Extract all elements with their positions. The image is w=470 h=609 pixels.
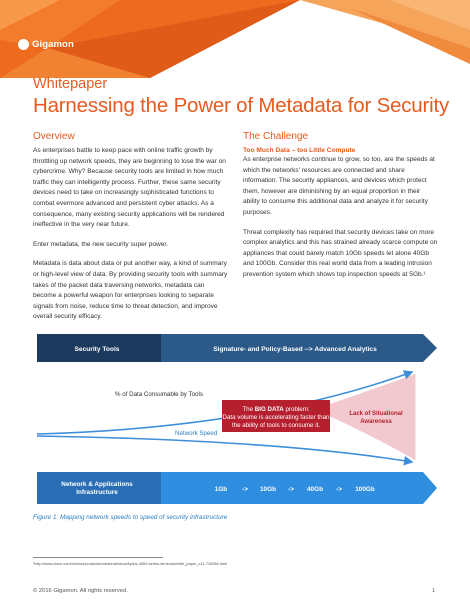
challenge-heading: The Challenge (243, 131, 309, 142)
page-title: Harnessing the Power of Metadata for Security (33, 94, 450, 117)
pct-consumable-label: % of Data Consumable by Tools (115, 391, 203, 398)
speed-arrow: -> (288, 486, 294, 493)
speed-40gb: 40Gb (307, 486, 323, 493)
speed-10gb: 10Gb (260, 486, 276, 493)
network-speed-label: Network Speed (175, 430, 218, 437)
gap-label-line2: Awareness (360, 419, 392, 425)
speed-1gb: 1Gb (214, 486, 228, 493)
overview-paragraph: As enterprises battle to keep pace with online traffic growth by throttling up network speeds, they are beginning to lose the war on cybercrime. Why? Because security tools are limited in how much traffic they can intelligently process. Further, these same security devices need to take on increasingly sophisticated functions to combat evermore advanced and persistent cyber attacks. As a consequence, many existing security applications will be rendered ineffective in the very near future. (33, 147, 226, 229)
figure-caption: Figure 1: Mapping network speeds to speed of security infrastructure (33, 514, 228, 521)
overview-paragraph: Metadata is data about data or put another way, a kind of summary or high-level view of data. By providing security tools with summary takes of the packet data traversing networks, metadata can become a powerful weapon for enterprises looking to separate signals from noise, reduce time to threat detection, and improve overall security efficacy. (33, 260, 228, 321)
top-bar-right-label: Signature- and Policy-Based --> Advanced Analytics (213, 346, 377, 353)
speed-100gb: 100Gb (355, 486, 375, 493)
network-speed-curve (37, 436, 412, 462)
big-data-line3: the ability of tools to consume it. (231, 422, 321, 429)
bottom-bar-left (37, 472, 161, 504)
kicker: Whitepaper (33, 76, 108, 92)
challenge-subheading: Too Much Data – too Little Compute (243, 147, 356, 154)
footer-page-number: 1 (432, 588, 436, 594)
overview-paragraph: Enter metadata, the new security super power. (33, 240, 169, 248)
bottom-bar-right (161, 472, 437, 504)
speed-arrow: -> (242, 486, 248, 493)
top-bar-label: Security Tools (74, 346, 120, 353)
challenge-paragraph: Threat complexity has required that security devices take on more complex analytics and this has strained already scarce compute on appliances that could barely match 10Gb speeds let alone 40Gb and 100Gb. Consider this real world data from a leading intrusion prevention system which shows top inspection speeds at 5Gb.¹ (243, 228, 438, 278)
figure-diagram (37, 332, 437, 508)
gigamon-logo-icon (18, 39, 29, 50)
gigamon-logo (18, 39, 74, 50)
speed-arrow: -> (336, 486, 342, 493)
footer-copyright: © 2016 Gigamon. All rights reserved. (33, 588, 128, 594)
bottom-bar-label-line1: Network & Applications (61, 481, 133, 488)
challenge-paragraph: As enterprise networks continue to grow, so too, are the speeds at which the networks' resources are connected and share information. The security appliances, and devices which protect them, however are diminishing by an equal proportion in their ability to consume this additional data and analyze it for security purposes. (243, 156, 435, 216)
logo-text: Gigamon (32, 39, 74, 50)
gap-label-line1: Lack of Situational (349, 411, 403, 417)
bottom-bar-label-line2: Infrastructure (76, 489, 118, 496)
footnote-rule (33, 557, 163, 558)
footnote: ¹http://www.cisco.com/c/en/us/products/collateral/security/ips-4500-series-sensors/white_paper_c11-716084.html (33, 561, 228, 566)
big-data-line2: Data volume is accelerating faster than (222, 414, 330, 421)
big-data-line1: The BIG DATA problem: (242, 406, 310, 413)
overview-section (33, 131, 228, 332)
overview-heading: Overview (33, 131, 75, 142)
challenge-section (243, 131, 438, 290)
gap-area (327, 374, 415, 460)
